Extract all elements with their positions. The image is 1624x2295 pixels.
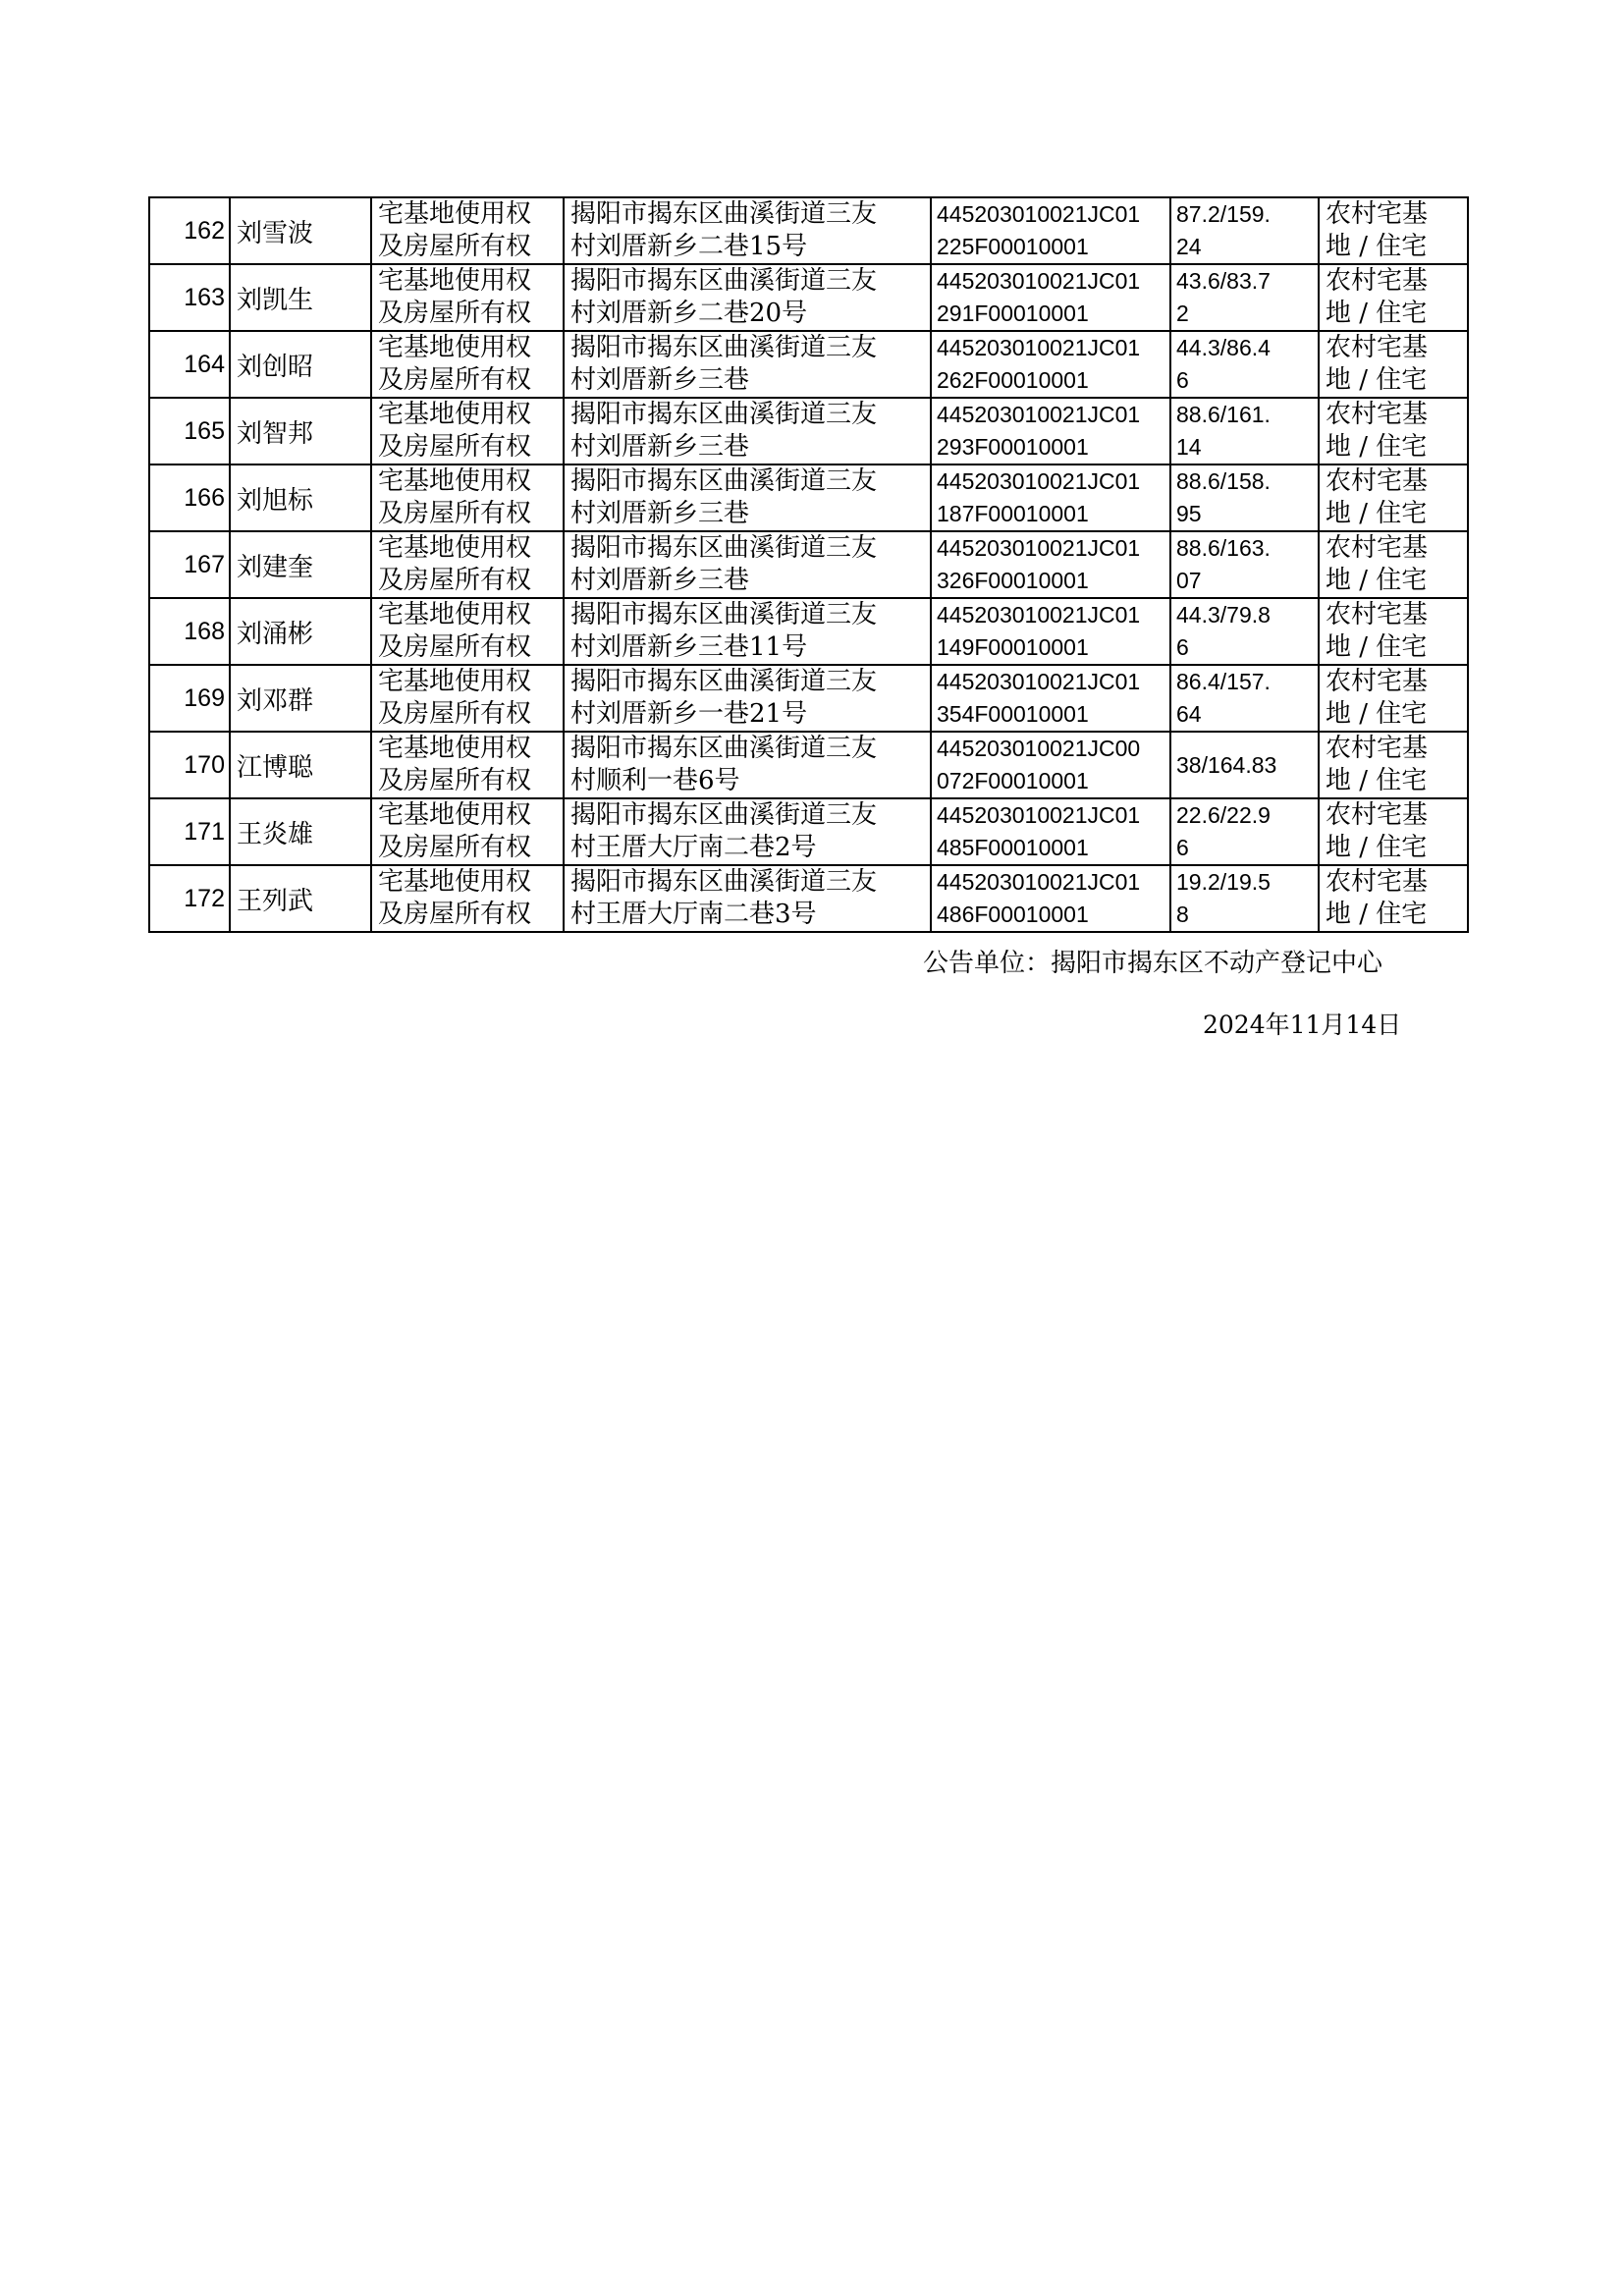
area-value-line-2: 14 (1176, 434, 1202, 460)
property-address (564, 865, 931, 932)
land-use-line-1: 农村宅基 (1326, 800, 1429, 830)
property-address-line-2: 村顺利一巷6号 (570, 766, 740, 795)
right-type-line-2: 及房屋所有权 (378, 432, 532, 462)
right-type-line-2: 及房屋所有权 (378, 766, 532, 795)
land-use-line-1: 农村宅基 (1326, 600, 1429, 629)
row-number: 171 (149, 798, 230, 865)
land-use-line-1: 农村宅基 (1326, 400, 1429, 429)
property-address-line-1: 揭阳市揭东区曲溪街道三友 (570, 533, 878, 563)
unit-code (931, 531, 1170, 598)
land-use (1319, 598, 1468, 665)
unit-code (931, 197, 1170, 264)
unit-code-line-2: 326F00010001 (937, 568, 1089, 593)
unit-code-line-2: 149F00010001 (937, 634, 1089, 660)
area-value-line-1: 88.6/161. (1176, 402, 1271, 427)
table-row (149, 798, 1468, 865)
land-use-line-1: 农村宅基 (1326, 466, 1429, 496)
table-row (149, 665, 1468, 732)
unit-code-line-2: 225F00010001 (937, 234, 1089, 259)
area-value-line-1: 44.3/86.4 (1176, 335, 1271, 360)
land-use-line-2: 地 / 住宅 (1326, 566, 1428, 595)
right-type-line-1: 宅基地使用权 (378, 533, 532, 563)
row-number: 168 (149, 598, 230, 665)
property-address (564, 398, 931, 464)
unit-code (931, 865, 1170, 932)
land-use-line-1: 农村宅基 (1326, 533, 1429, 563)
right-type (371, 197, 564, 264)
notice-unit: 公告单位：揭阳市揭东区不动产登记中心 (923, 949, 1383, 978)
row-number: 172 (149, 865, 230, 932)
unit-code-line-1: 445203010021JC01 (937, 268, 1141, 294)
property-address (564, 531, 931, 598)
owner-name: 刘邓群 (230, 665, 371, 732)
right-type-line-1: 宅基地使用权 (378, 600, 532, 629)
land-use-line-1: 农村宅基 (1326, 199, 1429, 229)
owner-name: 刘涌彬 (230, 598, 371, 665)
property-address (564, 598, 931, 665)
unit-code-line-2: 486F00010001 (937, 902, 1089, 927)
area-value (1170, 865, 1319, 932)
unit-code-line-2: 187F00010001 (937, 501, 1089, 526)
row-number: 164 (149, 331, 230, 398)
area-value-line-2: 07 (1176, 568, 1202, 593)
land-use (1319, 264, 1468, 331)
row-number: 162 (149, 197, 230, 264)
land-use-line-2: 地 / 住宅 (1326, 900, 1428, 929)
owner-name: 刘创昭 (230, 331, 371, 398)
right-type-line-1: 宅基地使用权 (378, 333, 532, 362)
land-use (1319, 865, 1468, 932)
area-value (1170, 264, 1319, 331)
property-address-line-1: 揭阳市揭东区曲溪街道三友 (570, 400, 878, 429)
property-address-line-2: 村刘厝新乡三巷 (570, 365, 750, 395)
unit-code-line-2: 293F00010001 (937, 434, 1089, 460)
property-address-line-2: 村刘厝新乡二巷20号 (570, 299, 808, 328)
unit-code-line-1: 445203010021JC01 (937, 535, 1141, 561)
land-use (1319, 798, 1468, 865)
land-use-line-2: 地 / 住宅 (1326, 365, 1428, 395)
unit-code-line-2: 262F00010001 (937, 367, 1089, 393)
right-type (371, 264, 564, 331)
unit-code (931, 264, 1170, 331)
property-address-line-2: 村王厝大厅南二巷2号 (570, 833, 817, 862)
row-number: 165 (149, 398, 230, 464)
property-address-line-1: 揭阳市揭东区曲溪街道三友 (570, 800, 878, 830)
land-use-line-2: 地 / 住宅 (1326, 432, 1428, 462)
area-value-line-1: 19.2/19.5 (1176, 869, 1271, 895)
property-address-line-1: 揭阳市揭东区曲溪街道三友 (570, 600, 878, 629)
property-address-line-2: 村王厝大厅南二巷3号 (570, 900, 817, 929)
right-type-line-1: 宅基地使用权 (378, 199, 532, 229)
right-type-line-1: 宅基地使用权 (378, 466, 532, 496)
area-value (1170, 398, 1319, 464)
right-type-line-2: 及房屋所有权 (378, 232, 532, 261)
land-use-line-1: 农村宅基 (1326, 266, 1429, 296)
unit-code-line-2: 485F00010001 (937, 835, 1089, 860)
area-value-line-1: 88.6/158. (1176, 468, 1271, 494)
property-address-line-2: 村刘厝新乡三巷 (570, 566, 750, 595)
area-value-line-1: 22.6/22.9 (1176, 802, 1271, 828)
unit-code-line-2: 354F00010001 (937, 701, 1089, 727)
area-value-line-2: 6 (1176, 634, 1189, 660)
unit-code-line-1: 445203010021JC00 (937, 736, 1141, 761)
notice-date: 2024年11月14日 (1203, 1011, 1402, 1039)
land-use (1319, 531, 1468, 598)
table-row (149, 865, 1468, 932)
owner-name: 刘凯生 (230, 264, 371, 331)
area-value-line-1: 86.4/157. (1176, 669, 1271, 694)
right-type (371, 531, 564, 598)
property-address (564, 331, 931, 398)
property-address-line-1: 揭阳市揭东区曲溪街道三友 (570, 333, 878, 362)
right-type-line-2: 及房屋所有权 (378, 566, 532, 595)
unit-code (931, 798, 1170, 865)
unit-code-line-2: 291F00010001 (937, 301, 1089, 326)
area-value-line-1: 38/164.83 (1176, 751, 1277, 778)
area-value-line-1: 44.3/79.8 (1176, 602, 1271, 628)
table-row (149, 197, 1468, 264)
area-value (1170, 798, 1319, 865)
right-type-line-1: 宅基地使用权 (378, 734, 532, 763)
right-type-line-1: 宅基地使用权 (378, 867, 532, 897)
property-address-line-1: 揭阳市揭东区曲溪街道三友 (570, 734, 878, 763)
right-type (371, 598, 564, 665)
owner-name: 刘智邦 (230, 398, 371, 464)
property-address-line-2: 村刘厝新乡二巷15号 (570, 232, 808, 261)
land-use (1319, 464, 1468, 531)
land-use-line-2: 地 / 住宅 (1326, 766, 1428, 795)
table-row (149, 398, 1468, 464)
property-address-line-1: 揭阳市揭东区曲溪街道三友 (570, 667, 878, 696)
property-address-line-2: 村刘厝新乡三巷11号 (570, 632, 808, 662)
right-type (371, 665, 564, 732)
right-type (371, 732, 564, 798)
unit-code-line-1: 445203010021JC01 (937, 402, 1141, 427)
area-value-line-1: 88.6/163. (1176, 535, 1271, 561)
table-row (149, 598, 1468, 665)
land-use-line-1: 农村宅基 (1326, 667, 1429, 696)
unit-code (931, 732, 1170, 798)
land-use-line-2: 地 / 住宅 (1326, 632, 1428, 662)
property-address-line-1: 揭阳市揭东区曲溪街道三友 (570, 199, 878, 229)
land-use (1319, 732, 1468, 798)
row-number: 170 (149, 732, 230, 798)
area-value-line-2: 2 (1176, 301, 1189, 326)
unit-code-line-1: 445203010021JC01 (937, 802, 1141, 828)
owner-name: 王列武 (230, 865, 371, 932)
unit-code-line-1: 445203010021JC01 (937, 468, 1141, 494)
property-address-line-1: 揭阳市揭东区曲溪街道三友 (570, 266, 878, 296)
owner-name: 刘旭标 (230, 464, 371, 531)
table-row (149, 531, 1468, 598)
land-use-line-2: 地 / 住宅 (1326, 833, 1428, 862)
table-row (149, 464, 1468, 531)
area-value (1170, 665, 1319, 732)
land-use-line-1: 农村宅基 (1326, 333, 1429, 362)
area-value-line-1: 87.2/159. (1176, 201, 1271, 227)
property-address (564, 798, 931, 865)
right-type-line-2: 及房屋所有权 (378, 699, 532, 729)
right-type (371, 798, 564, 865)
property-address-line-1: 揭阳市揭东区曲溪街道三友 (570, 466, 878, 496)
right-type-line-1: 宅基地使用权 (378, 266, 532, 296)
right-type-line-2: 及房屋所有权 (378, 833, 532, 862)
unit-code-line-2: 072F00010001 (937, 768, 1089, 793)
area-value-line-2: 6 (1176, 835, 1189, 860)
area-value-line-2: 8 (1176, 902, 1189, 927)
right-type (371, 464, 564, 531)
owner-name: 刘雪波 (230, 197, 371, 264)
registry-table (148, 196, 1469, 933)
row-number: 169 (149, 665, 230, 732)
owner-name: 王炎雄 (230, 798, 371, 865)
property-address-line-2: 村刘厝新乡三巷 (570, 432, 750, 462)
table-row (149, 264, 1468, 331)
right-type-line-1: 宅基地使用权 (378, 667, 532, 696)
right-type (371, 331, 564, 398)
unit-code-line-1: 445203010021JC01 (937, 669, 1141, 694)
property-address-line-2: 村刘厝新乡三巷 (570, 499, 750, 528)
right-type-line-2: 及房屋所有权 (378, 900, 532, 929)
land-use-line-1: 农村宅基 (1326, 734, 1429, 763)
area-value-line-2: 6 (1176, 367, 1189, 393)
area-value (1170, 598, 1319, 665)
property-address (564, 665, 931, 732)
owner-name: 刘建奎 (230, 531, 371, 598)
area-value (1170, 197, 1319, 264)
right-type-line-2: 及房屋所有权 (378, 365, 532, 395)
right-type-line-1: 宅基地使用权 (378, 800, 532, 830)
area-value (1170, 331, 1319, 398)
area-value (1170, 464, 1319, 531)
property-address-line-1: 揭阳市揭东区曲溪街道三友 (570, 867, 878, 897)
land-use-line-2: 地 / 住宅 (1326, 299, 1428, 328)
land-use-line-1: 农村宅基 (1326, 867, 1429, 897)
land-use (1319, 398, 1468, 464)
right-type-line-1: 宅基地使用权 (378, 400, 532, 429)
property-address-line-2: 村刘厝新乡一巷21号 (570, 699, 808, 729)
area-value-line-1: 43.6/83.7 (1176, 268, 1271, 294)
unit-code (931, 331, 1170, 398)
table-body (149, 197, 1468, 932)
unit-code (931, 398, 1170, 464)
table-row (149, 732, 1468, 798)
property-address (564, 197, 931, 264)
right-type-line-2: 及房屋所有权 (378, 299, 532, 328)
property-address (564, 464, 931, 531)
area-value (1170, 732, 1319, 798)
land-use-line-2: 地 / 住宅 (1326, 699, 1428, 729)
area-value (1170, 531, 1319, 598)
unit-code (931, 598, 1170, 665)
table-row (149, 331, 1468, 398)
right-type-line-2: 及房屋所有权 (378, 632, 532, 662)
row-number: 167 (149, 531, 230, 598)
owner-name: 江博聪 (230, 732, 371, 798)
area-value-line-2: 64 (1176, 701, 1202, 727)
land-use (1319, 331, 1468, 398)
land-use (1319, 665, 1468, 732)
unit-code-line-1: 445203010021JC01 (937, 602, 1141, 628)
area-value-line-2: 95 (1176, 501, 1202, 526)
property-address (564, 264, 931, 331)
property-address (564, 732, 931, 798)
right-type (371, 865, 564, 932)
right-type-line-2: 及房屋所有权 (378, 499, 532, 528)
land-use-line-2: 地 / 住宅 (1326, 499, 1428, 528)
right-type (371, 398, 564, 464)
unit-code-line-1: 445203010021JC01 (937, 869, 1141, 895)
row-number: 163 (149, 264, 230, 331)
land-use (1319, 197, 1468, 264)
unit-code (931, 665, 1170, 732)
unit-code-line-1: 445203010021JC01 (937, 335, 1141, 360)
land-use-line-2: 地 / 住宅 (1326, 232, 1428, 261)
unit-code (931, 464, 1170, 531)
area-value-line-2: 24 (1176, 234, 1202, 259)
row-number: 166 (149, 464, 230, 531)
unit-code-line-1: 445203010021JC01 (937, 201, 1141, 227)
